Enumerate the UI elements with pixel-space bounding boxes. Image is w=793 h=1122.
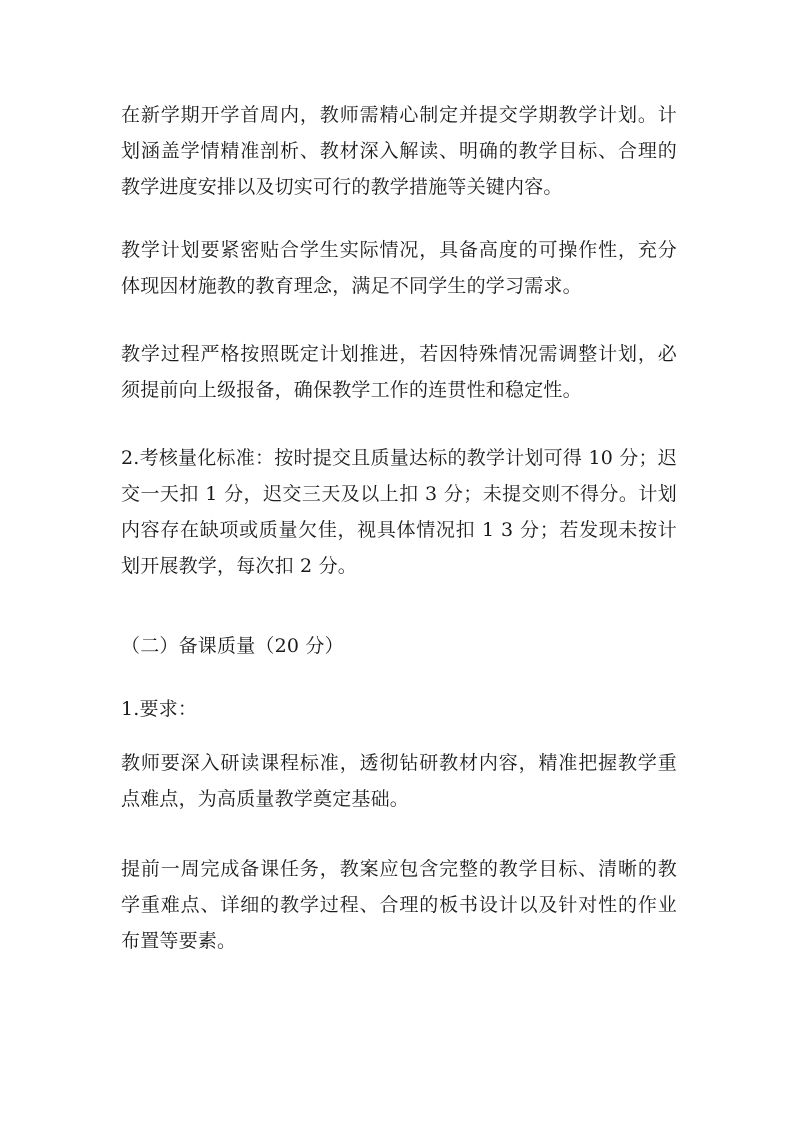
section-heading-lesson-prep: （二）备课质量（20 分）: [121, 635, 344, 657]
paragraph-plan-execution: 教学过程严格按照既定计划推进，若因特殊情况需调整计划，必须提前向上级报备，确保教学工作的连贯性和稳定性。: [121, 343, 677, 401]
paragraph-assessment-standard: 2.考核量化标准：按时提交且质量达标的教学计划可得 10 分；迟交一天扣 1 分，迟交三天及以上扣 3 分；未提交则不得分。计划内容存在缺项或质量欠佳，视具体情况扣 1 3 分；若发现未按计划开展教学，每次扣 2 分。: [121, 447, 677, 577]
paragraph-teaching-plan-submission: 在新学期开学首周内，教师需精心制定并提交学期教学计划。计划涵盖学情精准剖析、教材深入解读、明确的教学目标、合理的教学进度安排以及切实可行的教学措施等关键内容。: [121, 104, 677, 198]
paragraph-plan-requirements: 教学计划要紧密贴合学生实际情况，具备高度的可操作性，充分体现因材施教的教育理念，满足不同学生的学习需求。: [121, 239, 677, 297]
paragraph-lesson-plan-elements: 提前一周完成备课任务，教案应包含完整的教学目标、清晰的教学重难点、详细的教学过程、合理的板书设计以及针对性的作业布置等要素。: [121, 858, 677, 952]
subheading-requirements: 1.要求：: [121, 698, 198, 720]
paragraph-curriculum-study: 教师要深入研读课程标准，透彻钻研教材内容，精准把握教学重点难点，为高质量教学奠定基础。: [121, 752, 677, 810]
